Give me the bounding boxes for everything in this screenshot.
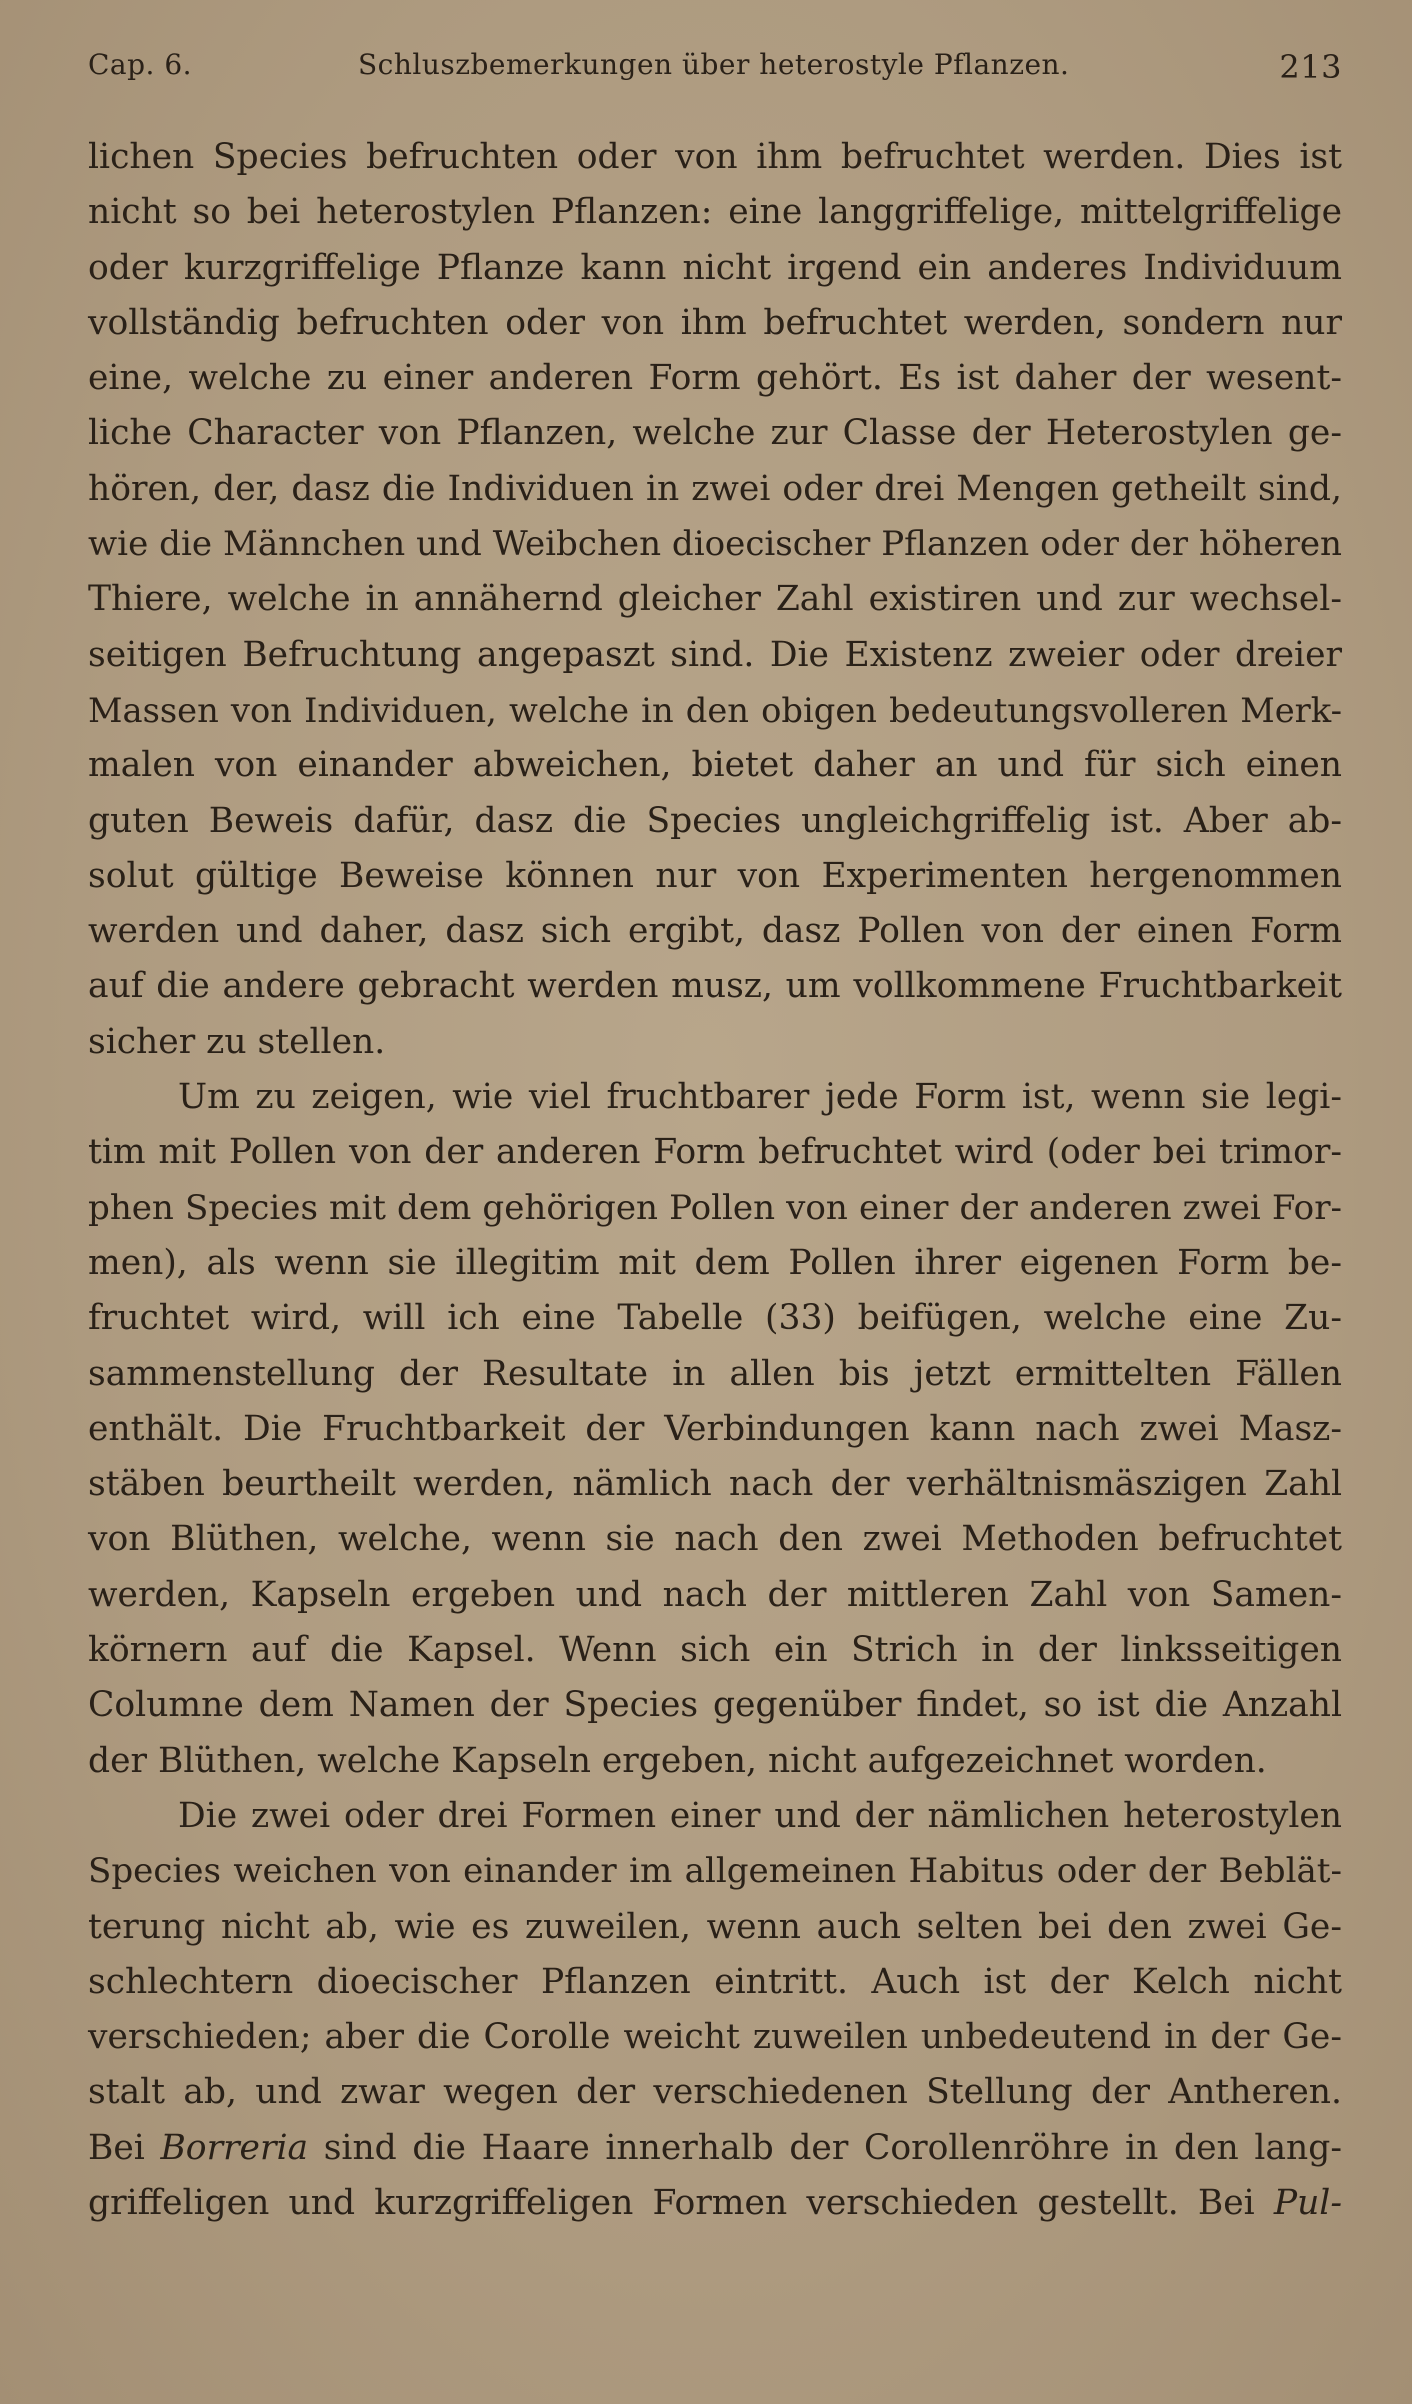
text-line: Die zwei oder drei Formen einer und der nämlichen heterostylen bbox=[178, 1795, 1342, 1836]
text-line: Thiere, welche in annähernd gleicher Zahl existiren und zur wechsel- bbox=[88, 579, 1342, 620]
text-line: stäben beurtheilt werden, nämlich nach der verhältnismäszigen Zahl bbox=[88, 1464, 1342, 1505]
italic-genus-name: Pul- bbox=[1273, 2182, 1342, 2223]
text-line: werden, Kapseln ergeben und nach der mittleren Zahl von Samen- bbox=[88, 1574, 1342, 1615]
text-line: verschieden; aber die Corolle weicht zuweilen unbedeutend in der Ge- bbox=[88, 2017, 1342, 2058]
text-segment: Bei bbox=[88, 2127, 161, 2168]
text-line: nicht so bei heterostylen Pflanzen: eine langgriffelige, mittelgriffelige bbox=[88, 192, 1342, 233]
body-text bbox=[88, 130, 1342, 2231]
text-line: sammenstellung der Resultate in allen bis jetzt ermittelten Fällen bbox=[88, 1353, 1342, 1394]
text-line: hören, der, dasz die Individuen in zwei oder drei Mengen getheilt sind, bbox=[88, 468, 1342, 509]
text-line-final bbox=[88, 2176, 1342, 2231]
text-line: Species weichen von einander im allgemeinen Habitus oder der Beblät- bbox=[88, 1851, 1342, 1892]
text-segment: sind die Haare innerhalb der Corollenröhre in den lang- bbox=[308, 2127, 1342, 2168]
text-line: liche Character von Pflanzen, welche zur Classe der Heterostylen ge- bbox=[88, 413, 1342, 454]
running-title: Schluszbemerkungen über heterostyle Pflanzen. bbox=[358, 48, 1070, 81]
text-line: werden und daher, dasz sich ergibt, dasz Pollen von der einen Form bbox=[88, 911, 1342, 952]
text-line-borreria bbox=[88, 2121, 1342, 2176]
running-head bbox=[88, 48, 1342, 88]
chapter-label: Cap. 6. bbox=[88, 48, 193, 81]
text-line: der Blüthen, welche Kapseln ergeben, nicht aufgezeichnet worden. bbox=[88, 1740, 1267, 1781]
text-line: Columne dem Namen der Species gegenüber findet, so ist die Anzahl bbox=[88, 1685, 1342, 1726]
text-line: wie die Männchen und Weibchen dioecischer Pflanzen oder der höheren bbox=[88, 524, 1342, 565]
page-number: 213 bbox=[1279, 48, 1342, 86]
text-line: eine, welche zu einer anderen Form gehört. Es ist daher der wesent- bbox=[88, 358, 1342, 399]
text-line: körnern auf die Kapsel. Wenn sich ein Strich in der linksseitigen bbox=[88, 1630, 1342, 1671]
text-line: von Blüthen, welche, wenn sie nach den zwei Methoden befruchtet bbox=[88, 1519, 1342, 1560]
text-line: malen von einander abweichen, bietet daher an und für sich einen bbox=[88, 745, 1342, 786]
text-line: enthält. Die Fruchtbarkeit der Verbindungen kann nach zwei Masz- bbox=[88, 1408, 1342, 1449]
text-line: vollständig befruchten oder von ihm befruchtet werden, sondern nur bbox=[88, 302, 1342, 343]
text-line: auf die andere gebracht werden musz, um vollkommene Fruchtbarkeit bbox=[88, 966, 1342, 1007]
text-line: lichen Species befruchten oder von ihm befruchtet werden. Dies ist bbox=[88, 137, 1342, 177]
text-line: tim mit Pollen von der anderen Form befruchtet wird (oder bei trimor- bbox=[88, 1132, 1342, 1173]
text-line: sicher zu stellen. bbox=[88, 1021, 386, 1062]
text-line: terung nicht ab, wie es zuweilen, wenn auch selten bei den zwei Ge- bbox=[88, 1906, 1342, 1947]
text-line: Massen von Individuen, welche in den obigen bedeutungsvolleren Merk- bbox=[88, 690, 1342, 730]
text-line: stalt ab, und zwar wegen der verschiedenen Stellung der Antheren. bbox=[88, 2072, 1342, 2113]
text-segment: griffeligen und kurzgriffeligen Formen verschieden gestellt. Bei bbox=[88, 2182, 1274, 2223]
text-line: oder kurzgriffelige Pflanze kann nicht irgend ein anderes Individuum bbox=[88, 247, 1342, 288]
text-line: seitigen Befruchtung angepaszt sind. Die Existenz zweier oder dreier bbox=[88, 634, 1342, 675]
text-line: guten Beweis dafür, dasz die Species ungleichgriffelig ist. Aber ab- bbox=[88, 800, 1342, 841]
text-line: Um zu zeigen, wie viel fruchtbarer jede Form ist, wenn sie legi- bbox=[178, 1077, 1342, 1118]
italic-genus-name: Borreria bbox=[160, 2127, 309, 2168]
text-line: solut gültige Beweise können nur von Experimenten hergenommen bbox=[88, 855, 1342, 896]
text-line: schlechtern dioecischer Pflanzen eintritt. Auch ist der Kelch nicht bbox=[88, 1961, 1342, 2002]
text-line: fruchtet wird, will ich eine Tabelle (33) beifügen, welche eine Zu- bbox=[88, 1298, 1342, 1339]
text-line: men), als wenn sie illegitim mit dem Pollen ihrer eigenen Form be- bbox=[88, 1242, 1342, 1283]
text-line: phen Species mit dem gehörigen Pollen von einer der anderen zwei For- bbox=[88, 1187, 1342, 1228]
